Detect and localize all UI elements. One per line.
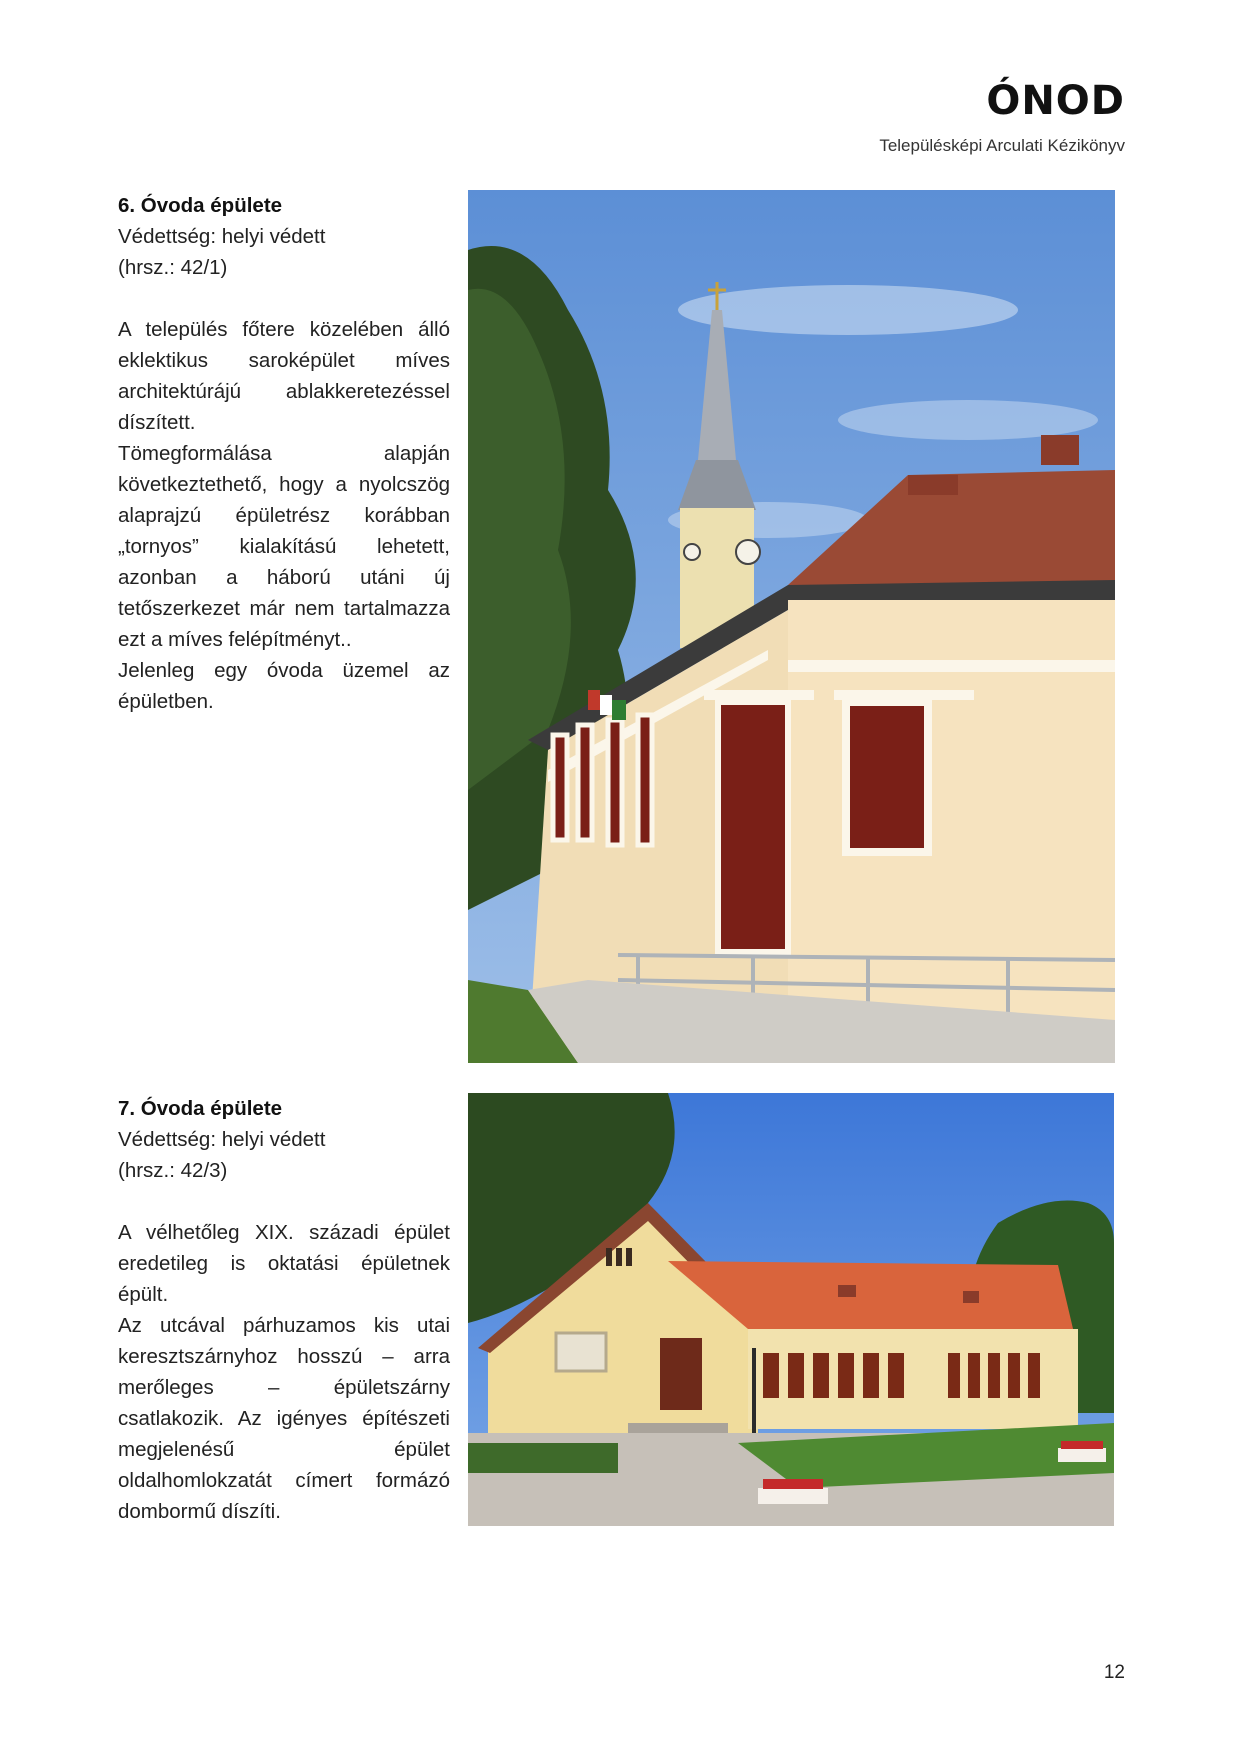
section-6-text: [118, 190, 450, 717]
section-6-title: 6. Óvoda épülete: [118, 194, 283, 217]
section-7-text: [118, 1093, 450, 1527]
section-6-paragraph: Tömegformálása alapján következtethető, hogy a nyolcszög alaprajzú épületrész korábban „tornyos” kialakítású lehetett, azonban a háború utáni új tetőszerkezet már nem tartalmazza ezt a míves felépítményt..: [118, 442, 450, 651]
page-number: 12: [1103, 1662, 1125, 1683]
document-title: ÓNOD: [986, 78, 1125, 124]
section-7-paragraph: A vélhetőleg XIX. századi épület eredetileg is oktatási épületnek épült.: [118, 1221, 450, 1306]
section-7-parcel: (hrsz.: 42/3): [118, 1159, 228, 1182]
document-subtitle: Településképi Arculati Kézikönyv: [879, 136, 1125, 155]
section-6-parcel: (hrsz.: 42/1): [118, 256, 228, 279]
kindergarten-6-photo: [468, 190, 1115, 1063]
section-7-paragraph: Az utcával párhuzamos kis utai keresztszárnyhoz hosszú – arra merőleges – épületszárny csatlakozik. Az igényes építészeti megjelenésű épület oldalhomlokzatát címert formázó dombormű díszíti.: [118, 1314, 450, 1523]
section-6-paragraph: Jelenleg egy óvoda üzemel az épületben.: [118, 659, 450, 713]
section-7-protection: Védettség: helyi védett: [118, 1128, 326, 1151]
section-7-title: 7. Óvoda épülete: [118, 1097, 283, 1120]
section-6-paragraph: A település főtere közelében álló eklektikus saroképület míves architektúrájú ablakkeretezéssel díszített.: [118, 318, 450, 434]
kindergarten-7-photo: [468, 1093, 1114, 1526]
section-6-protection: Védettség: helyi védett: [118, 225, 326, 248]
